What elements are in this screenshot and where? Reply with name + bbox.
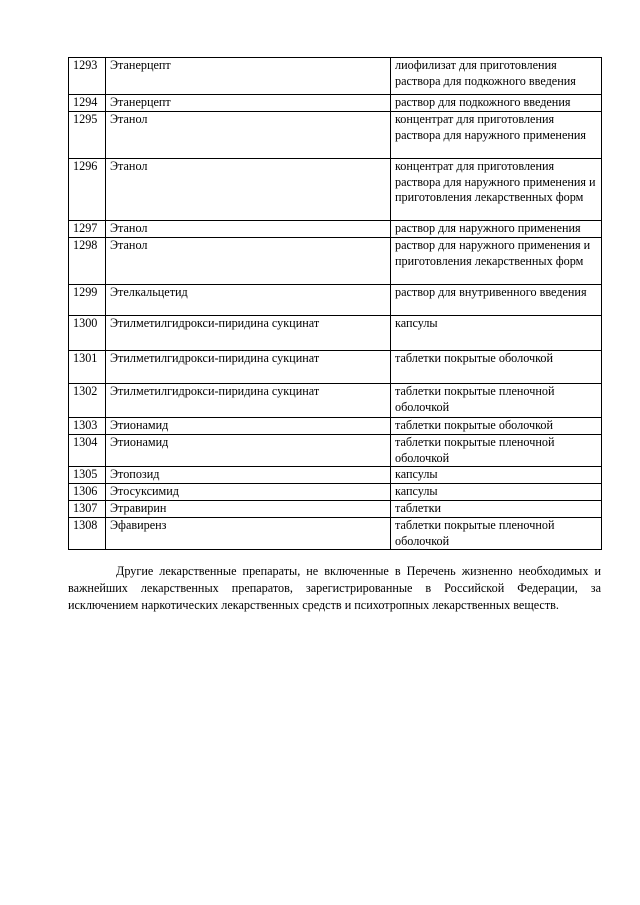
footer-note: Другие лекарственные препараты, не включенные в Перечень жизненно необходимых и важнейших лекарственных препаратов, зарегистрированные в Российской Федерации, за исключением наркотических лекарственных средств и психотропных лекарственных веществ. — [68, 564, 601, 612]
dosage-form: капсулы — [391, 467, 602, 484]
drug-name: Этопозид — [106, 467, 391, 484]
drug-name: Этанерцепт — [106, 58, 391, 95]
table-row — [69, 238, 602, 285]
drug-name: Этанол — [106, 238, 391, 285]
row-number: 1308 — [69, 518, 106, 550]
dosage-form: таблетки покрытые пленочной оболочкой — [391, 435, 602, 467]
table-row — [69, 95, 602, 112]
drug-name: Этанол — [106, 112, 391, 159]
table-row — [69, 435, 602, 467]
row-number: 1293 — [69, 58, 106, 95]
table-row — [69, 518, 602, 550]
dosage-form: раствор для наружного применения и приготовления лекарственных форм — [391, 238, 602, 285]
table-row — [69, 484, 602, 501]
drug-name: Этилметилгидрокси-пиридина сукцинат — [106, 316, 391, 351]
drug-name: Этионамид — [106, 418, 391, 435]
dosage-form: концентрат для приготовления раствора для наружного применения и приготовления лекарственных форм — [391, 159, 602, 221]
drug-name: Этосуксимид — [106, 484, 391, 501]
row-number: 1300 — [69, 316, 106, 351]
row-number: 1306 — [69, 484, 106, 501]
drug-name: Эфавиренз — [106, 518, 391, 550]
dosage-form: раствор для наружного применения — [391, 221, 602, 238]
dosage-form: таблетки покрытые оболочкой — [391, 351, 602, 384]
drug-list-table — [68, 57, 602, 550]
drug-name: Этелкальцетид — [106, 285, 391, 316]
table-row — [69, 285, 602, 316]
drug-name: Этилметилгидрокси-пиридина сукцинат — [106, 384, 391, 418]
drug-name: Этравирин — [106, 501, 391, 518]
row-number: 1305 — [69, 467, 106, 484]
table-row — [69, 316, 602, 351]
dosage-form: раствор для подкожного введения — [391, 95, 602, 112]
row-number: 1303 — [69, 418, 106, 435]
drug-name: Этионамид — [106, 435, 391, 467]
row-number: 1298 — [69, 238, 106, 285]
row-number: 1296 — [69, 159, 106, 221]
row-number: 1304 — [69, 435, 106, 467]
dosage-form: таблетки покрытые пленочной оболочкой — [391, 384, 602, 418]
dosage-form: раствор для внутривенного введения — [391, 285, 602, 316]
row-number: 1302 — [69, 384, 106, 418]
table-row — [69, 501, 602, 518]
table-row — [69, 159, 602, 221]
row-number: 1299 — [69, 285, 106, 316]
table-row — [69, 467, 602, 484]
dosage-form: таблетки покрытые оболочкой — [391, 418, 602, 435]
row-number: 1301 — [69, 351, 106, 384]
dosage-form: концентрат для приготовления раствора для наружного применения — [391, 112, 602, 159]
drug-name: Этанол — [106, 159, 391, 221]
dosage-form: капсулы — [391, 316, 602, 351]
dosage-form: таблетки покрытые пленочной оболочкой — [391, 518, 602, 550]
row-number: 1307 — [69, 501, 106, 518]
dosage-form: лиофилизат для приготовления раствора для подкожного введения — [391, 58, 602, 95]
row-number: 1295 — [69, 112, 106, 159]
drug-name: Этанерцепт — [106, 95, 391, 112]
table-row — [69, 351, 602, 384]
drug-name: Этилметилгидрокси-пиридина сукцинат — [106, 351, 391, 384]
table-row — [69, 221, 602, 238]
dosage-form: капсулы — [391, 484, 602, 501]
dosage-form: таблетки — [391, 501, 602, 518]
table-row — [69, 418, 602, 435]
row-number: 1297 — [69, 221, 106, 238]
row-number: 1294 — [69, 95, 106, 112]
table-row — [69, 384, 602, 418]
table-row — [69, 58, 602, 95]
table-row — [69, 112, 602, 159]
drug-name: Этанол — [106, 221, 391, 238]
